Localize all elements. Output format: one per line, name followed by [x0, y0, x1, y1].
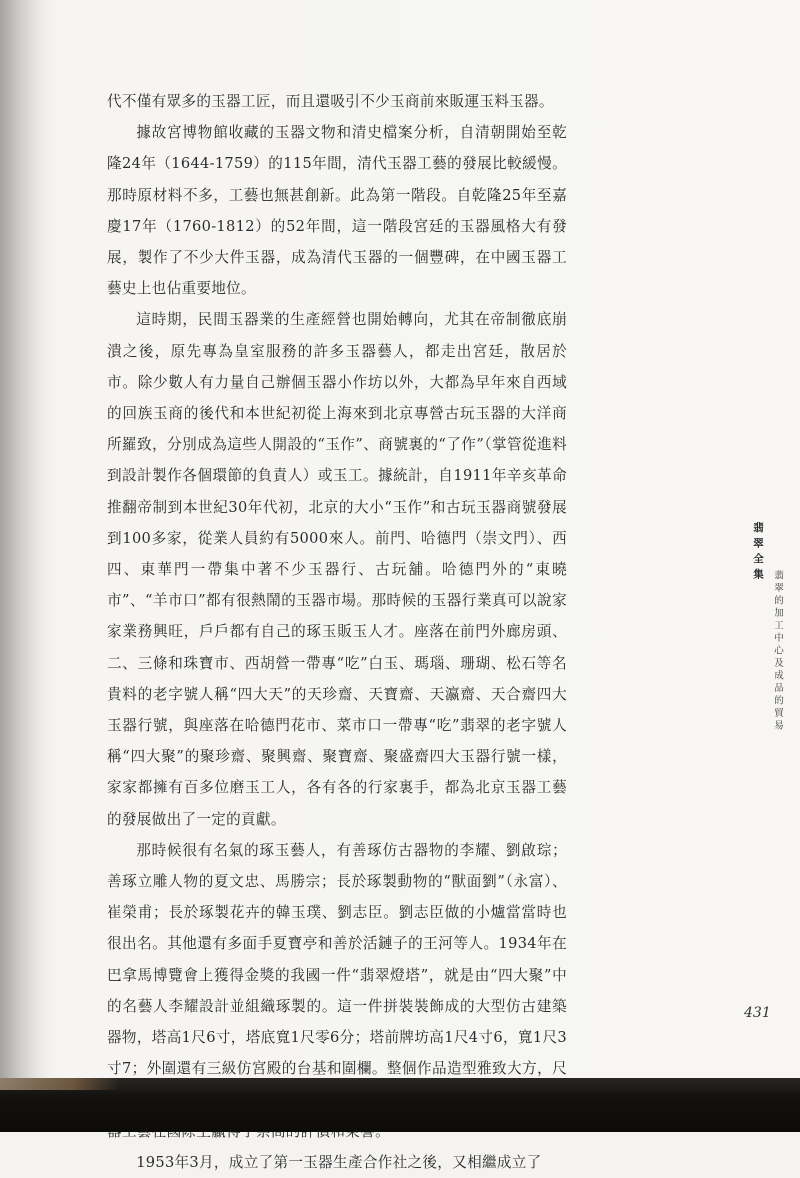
chapter-title: 翡翠的加工中心及成品的貿易	[772, 570, 783, 733]
body-text	[107, 86, 567, 1178]
spine-shadow	[0, 0, 48, 1132]
scan-edge	[0, 1078, 800, 1132]
paragraph: 據故宮博物館收藏的玉器文物和清史檔案分析，自清朝開始至乾隆24年（1644-1759）的115年間，清代玉器工藝的發展比較緩慢。那時原材料不多，工藝也無甚創新。此為第一階段。自乾隆25年至嘉慶17年（1760-1812）的52年間，這一階段宮廷的玉器風格大有發展，製作了不少大件玉器，成為清代玉器的一個豐碑，在中國玉器工藝史上也佔重要地位。	[107, 124, 567, 298]
series-title: 翡翠全集	[752, 522, 764, 584]
paragraph: 那時候很有名氣的琢玉藝人，有善琢仿古器物的李耀、劉啟琮；善琢立雕人物的夏文忠、馬勝宗；長於琢製動物的“獸面劉”（永富）、崔榮甫；長於琢製花卉的韓玉璞、劉志臣。劉志臣做的小爐當當時也很出名。其他還有多面手夏寶亭和善於活鏈子的王河等人。1934年在巴拿馬博覽會上獲得金獎的我國一件“翡翠燈塔”，就是由“四大聚”中的名藝人李耀設計並組織琢製的。這一件拼裝裝飾成的大型仿古建築器物，塔高1尺6寸，塔底寬1尺零6分；塔前牌坊高1尺4寸6，寬1尺3寸7；外圍還有三級仿宮殿的台基和圍欄。整個作品造型雅致大方，尺	[107, 841, 567, 1078]
paragraph: 代不僅有眾多的玉器工匠，而且還吸引不少玉商前來販運玉料玉器。	[107, 93, 554, 110]
paragraph: 1953年3月，成立了第一玉器生產合作社之後，又相繼成立了	[136, 1153, 542, 1171]
paragraph: 這時期，民間玉器業的生產經營也開始轉向，尤其在帝制徹底崩潰之後，原先專為皇室服務的許多玉器藝人，都走出宮廷，散居於市。除少數人有力量自己辦個玉器小作坊以外，大都為早年來自西域的回族玉商的後代和本世紀初從上海來到北京專營古玩玉器的大洋商所羅致，分別成為這些人開設的“玉作”、商號裏的“了作”（掌管從進料到設計製作各個環節的負責人）或玉工。據統計，自1911年辛亥革命推翻帝制到本世紀30年代初，北京的大小“玉作”和古玩玉器商號發展到100多家，從業人員約有5000來人。前門、哈德門（崇文門）、西四、東華門一帶集中著不少玉器行、古玩舖。哈德門外的“東曉市”、“羊市口”都有很熱鬧的玉器市場。那時候的玉器行業真可以說家家業務興旺，戶戶都有自己的琢玉販玉人才。座落在前門外廊房頭、二、三條和珠寶市、西胡營一帶專“吃”白玉、瑪瑙、珊瑚、松石等名貴料的老字號人稱“四大天”的天珍齋、天寶齋、天瀛齋、天合齋四大玉器行號，與座落在哈德門花市、菜市口一帶專“吃”翡翠的老字號人稱“四大聚”的聚珍齋、聚興齋、聚寶齋、聚盛齋四大玉器行號一樣，家家都擁有百多位磨玉工人，各有各的行家裏手，都為北京玉器工藝的發展做出了一定的貢獻。	[107, 311, 567, 828]
running-sidebar	[752, 522, 792, 762]
page-number: 431	[744, 1005, 771, 1021]
